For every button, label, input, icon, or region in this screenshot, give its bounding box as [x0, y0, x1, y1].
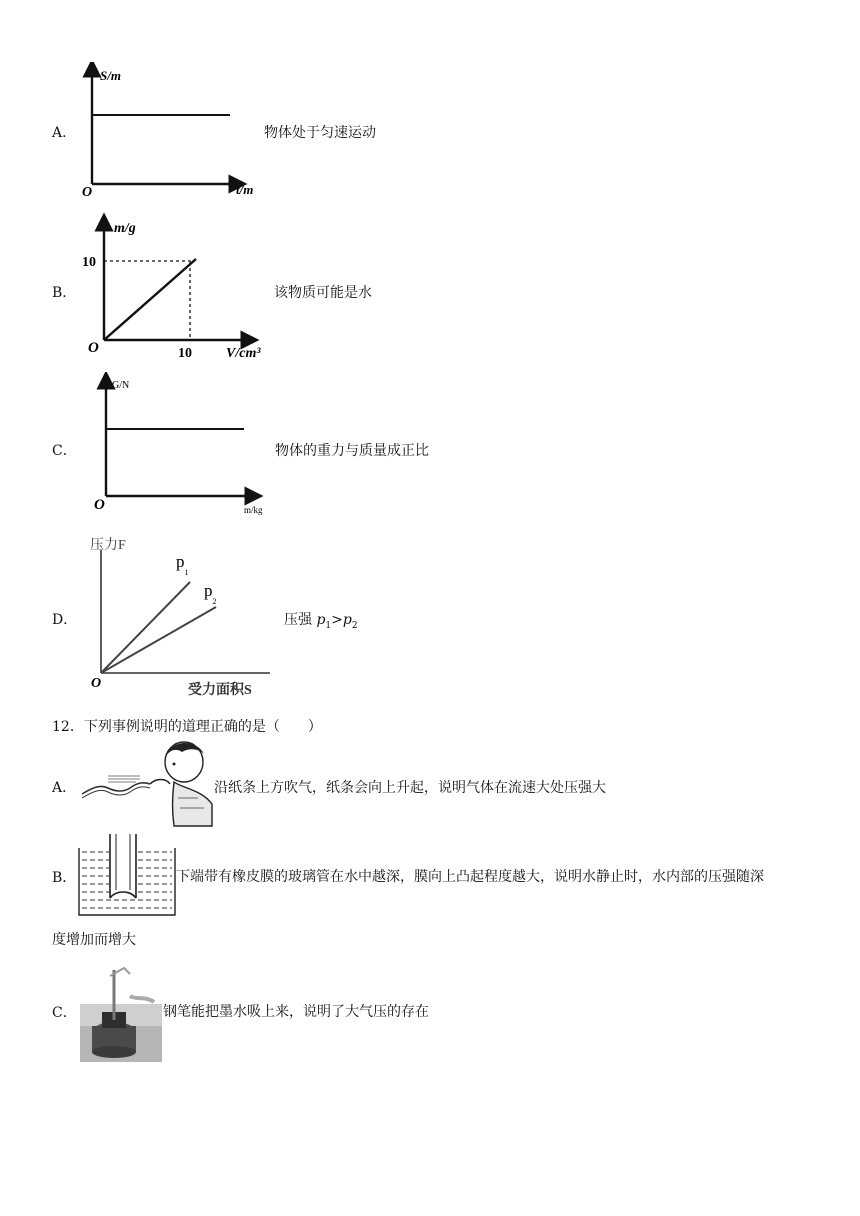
pen-drawing-ink-photo	[80, 966, 162, 1062]
y-axis-label: m/g	[114, 221, 136, 236]
option-b-statement: 该物质可能是水	[274, 285, 372, 301]
origin-label: O	[82, 185, 93, 200]
question-12-title: 12．下列事例说明的道理正确的是（ ）	[52, 719, 322, 735]
line-p2	[101, 607, 216, 673]
option-c-statement: 物体的重力与质量成正比	[275, 443, 429, 459]
x-axis-label: m/kg	[244, 505, 263, 515]
graph-c-weight-mass	[86, 372, 282, 520]
origin-label: O	[94, 497, 105, 513]
graph-d-pressure-area	[84, 530, 284, 700]
option-b-letter: B．	[52, 285, 77, 301]
graph-b-mass-volume	[74, 212, 279, 362]
option-c-letter: C．	[52, 443, 77, 459]
graph-line	[104, 259, 196, 340]
option-d-statement: 压强 $p_1>p_2$	[284, 612, 358, 631]
y-axis-label: 压力F	[90, 538, 126, 553]
y-axis-label: G/N	[112, 380, 130, 391]
x-tick-label: 10	[178, 346, 192, 361]
x-axis-label: V/cm³	[226, 346, 261, 361]
y-axis-label: S/m	[100, 68, 121, 83]
origin-label: O	[88, 340, 99, 356]
option-a-letter: A．	[52, 125, 77, 141]
q12-option-b-statement-line2: 度增加而增大	[52, 932, 136, 948]
boy-blowing-paper-illustration	[78, 738, 214, 828]
q12-option-a-letter: A．	[52, 780, 77, 796]
line-p2-label: $p_2$	[204, 581, 217, 606]
q12-option-c-statement: 钢笔能把墨水吸上来，说明了大气压的存在	[163, 1004, 429, 1020]
origin-label: O	[91, 676, 102, 691]
x-axis-label: t/m	[236, 182, 254, 197]
option-d-letter: D．	[52, 612, 78, 628]
graph-a-displacement-time	[78, 62, 268, 204]
glass-tube-in-water-illustration	[78, 834, 176, 916]
line-p1	[101, 582, 190, 673]
line-p1-label: $p_1$	[176, 552, 189, 577]
q12-option-b-letter: B．	[52, 870, 77, 886]
q12-option-a-statement: 沿纸条上方吹气，纸条会向上升起，说明气体在流速大处压强大	[214, 780, 606, 796]
x-axis-label: 受力面积S	[188, 683, 252, 698]
q12-option-b-statement-line1: 下端带有橡皮膜的玻璃管在水中越深，膜向上凸起程度越大，说明水静止时，水内部的压强随深	[176, 869, 764, 885]
y-tick-label: 10	[82, 255, 96, 270]
q12-option-c-letter: C．	[52, 1005, 77, 1021]
option-a-statement: 物体处于匀速运动	[264, 125, 376, 141]
